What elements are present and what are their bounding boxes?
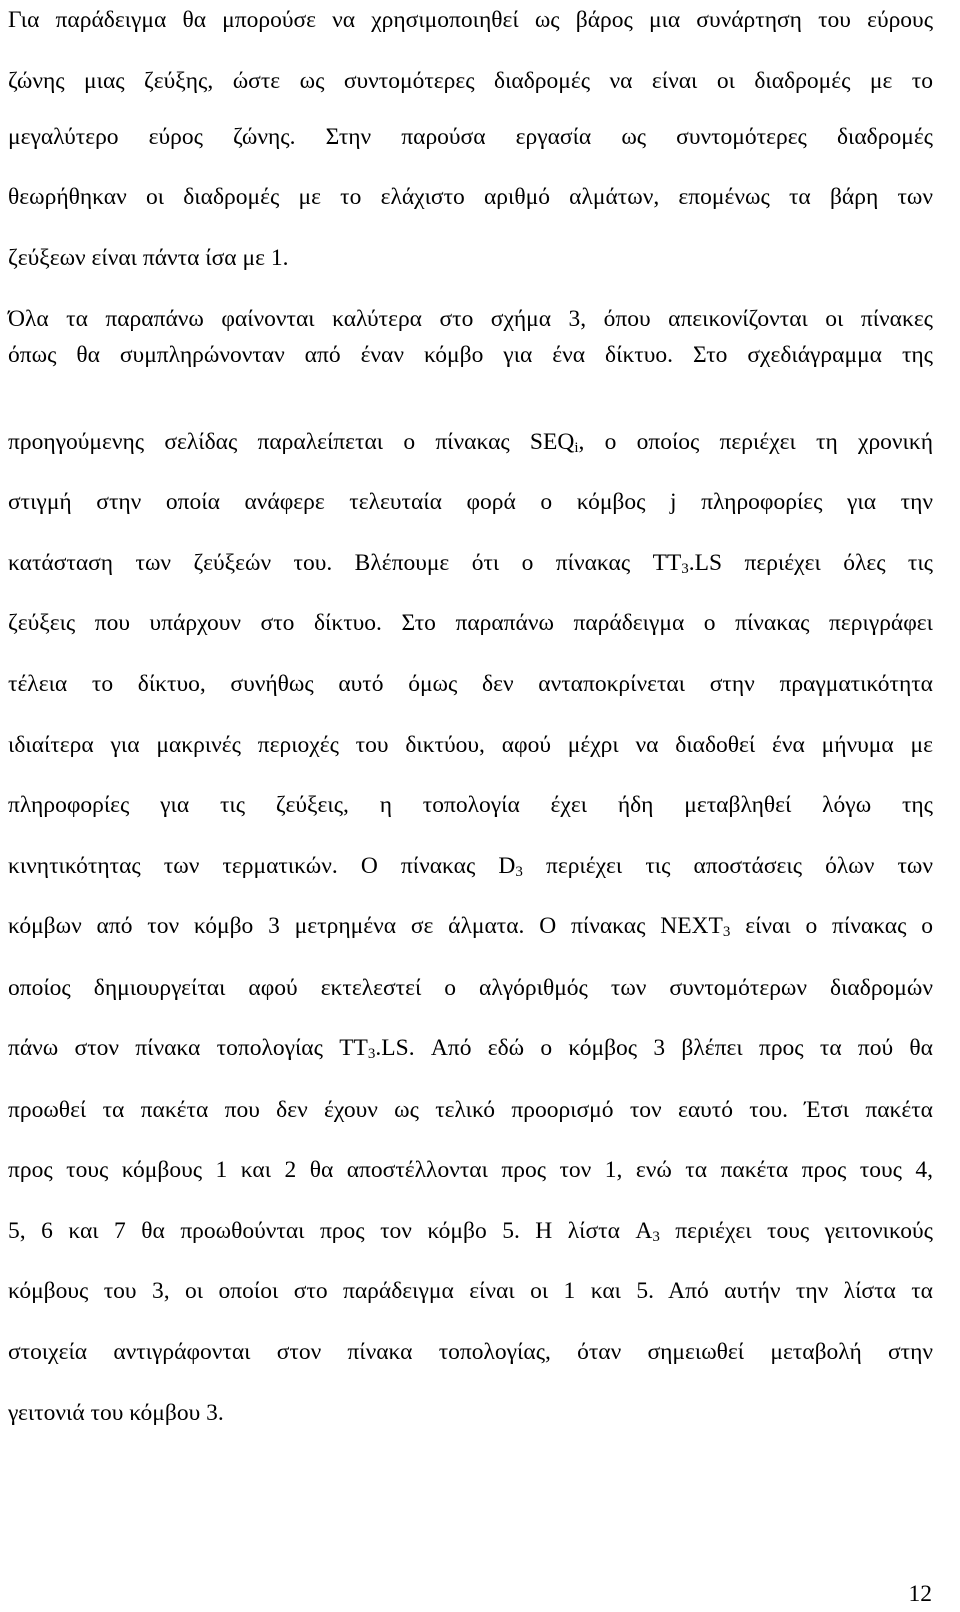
subscript: i [574, 440, 579, 456]
text-segment: πληροφορίες για τις ζεύξεις, η τοπολογία έχει ήδη μεταβληθεί λόγω της [8, 792, 933, 818]
text-line [8, 1332, 933, 1372]
text-line [8, 1393, 933, 1433]
text-line [8, 603, 933, 643]
text-segment: Για παράδειγμα θα μπορούσε να χρησιμοποιηθεί ως βάρος μια συνάρτηση του εύρους [8, 7, 933, 33]
text-segment: ζώνης μιας ζεύξης, ώστε ως συντομότερες διαδρομές να είναι οι διαδρομές με το [8, 68, 933, 94]
text-line [8, 968, 933, 1008]
text-segment: γειτονιά του κόμβου 3. [8, 1400, 224, 1426]
text-segment: μεγαλύτερο εύρος ζώνης. Στην παρούσα εργασία ως συντομότερες διαδρομές [8, 124, 933, 150]
text-segment: περιέχει τους γειτονικούς [659, 1218, 933, 1244]
text-segment: ζεύξεις που υπάρχουν στο δίκτυο. Στο παραπάνω παράδειγμα ο πίνακας περιγράφει [8, 610, 933, 636]
text-segment: στοιχεία αντιγράφονται στον πίνακα τοπολογίας, όταν σημειωθεί μεταβολή στην [8, 1339, 933, 1365]
text-line [8, 1028, 933, 1068]
text-segment: κόμβους του 3, οι οποίοι στο παράδειγμα είναι οι 1 και 5. Από αυτήν την λίστα τα [8, 1278, 933, 1304]
text-line [8, 61, 933, 101]
text-segment: 5, 6 και 7 θα προωθούνται προς τον κόμβο 5. Η λίστα A [8, 1218, 653, 1244]
text-segment: κόμβων από τον κόμβο 3 μετρημένα σε άλματα. Ο πίνακας NEXT [8, 913, 723, 939]
text-segment: κινητικότητας των τερματικών. Ο πίνακας D [8, 853, 516, 879]
text-segment: πάνω στον πίνακα τοπολογίας TT [8, 1035, 368, 1061]
subscript: 3 [652, 1229, 660, 1245]
text-line [8, 664, 933, 704]
text-line [8, 482, 933, 522]
text-segment: προωθεί τα πακέτα που δεν έχουν ως τελικό προορισμό τον εαυτό του. Έτσι πακέτα [8, 1097, 933, 1123]
text-line [8, 906, 933, 946]
text-segment: ιδιαίτερα για μακρινές περιοχές του δικτύου, αφού μέχρι να διαδοθεί ένα μήνυμα με [8, 732, 933, 758]
text-line [8, 785, 933, 825]
text-segment: προηγούμενης σελίδας παραλείπεται ο πίνακας SEQ [8, 429, 575, 455]
text-segment: οποίος δημιουργείται αφού εκτελεστεί ο αλγόριθμός των συντομότερων διαδρομών [8, 975, 933, 1001]
text-line [8, 422, 933, 462]
text-segment: Όλα τα παραπάνω φαίνονται καλύτερα στο σχήμα 3, όπου απεικονίζονται οι πίνακες [8, 306, 933, 332]
text-segment: τέλεια το δίκτυο, συνήθως αυτό όμως δεν ανταποκρίνεται στην πραγματικότητα [8, 671, 933, 697]
text-line [8, 335, 933, 375]
subscript: 3 [722, 924, 731, 940]
subscript: 3 [515, 864, 523, 880]
text-segment: κατάσταση των ζεύξεών του. Βλέπουμε ότι ο πίνακας TT [8, 550, 682, 576]
text-line [8, 299, 933, 339]
text-segment: περιέχει τις αποστάσεις όλων των [522, 853, 933, 879]
text-segment: θεωρήθηκαν οι διαδρομές με το ελάχιστο αριθμό αλμάτων, επομένως τα βάρη των [8, 184, 933, 210]
text-line [8, 117, 933, 157]
page-number: 12 [908, 1581, 932, 1607]
subscript: 3 [367, 1046, 376, 1062]
text-line [8, 846, 933, 886]
text-line [8, 725, 933, 765]
text-line [8, 177, 933, 217]
text-segment: ζεύξεων είναι πάντα ίσα με 1. [8, 245, 289, 271]
text-line [8, 1150, 933, 1190]
text-segment: είναι ο πίνακας ο [730, 913, 933, 939]
text-line [8, 543, 933, 583]
text-segment: όπως θα συμπληρώνονταν από έναν κόμβο για ένα δίκτυο. Στο σχεδιάγραμμα της [8, 342, 933, 368]
text-line [8, 1211, 933, 1251]
text-segment: .LS. Από εδώ ο κόμβος 3 βλέπει προς τα πού θα [375, 1035, 933, 1061]
text-segment: .LS περιέχει όλες τις [688, 550, 933, 576]
text-segment: προς τους κόμβους 1 και 2 θα αποστέλλονται προς τον 1, ενώ τα πακέτα προς τους 4, [8, 1157, 933, 1183]
text-line [8, 1271, 933, 1311]
text-line [8, 238, 933, 278]
text-line [8, 1090, 933, 1130]
subscript: 3 [681, 561, 689, 577]
text-segment: στιγμή στην οποία ανάφερε τελευταία φορά ο κόμβος j πληροφορίες για την [8, 489, 933, 515]
text-segment: , ο οποίος περιέχει τη χρονική [578, 429, 934, 455]
text-line [8, 0, 933, 40]
